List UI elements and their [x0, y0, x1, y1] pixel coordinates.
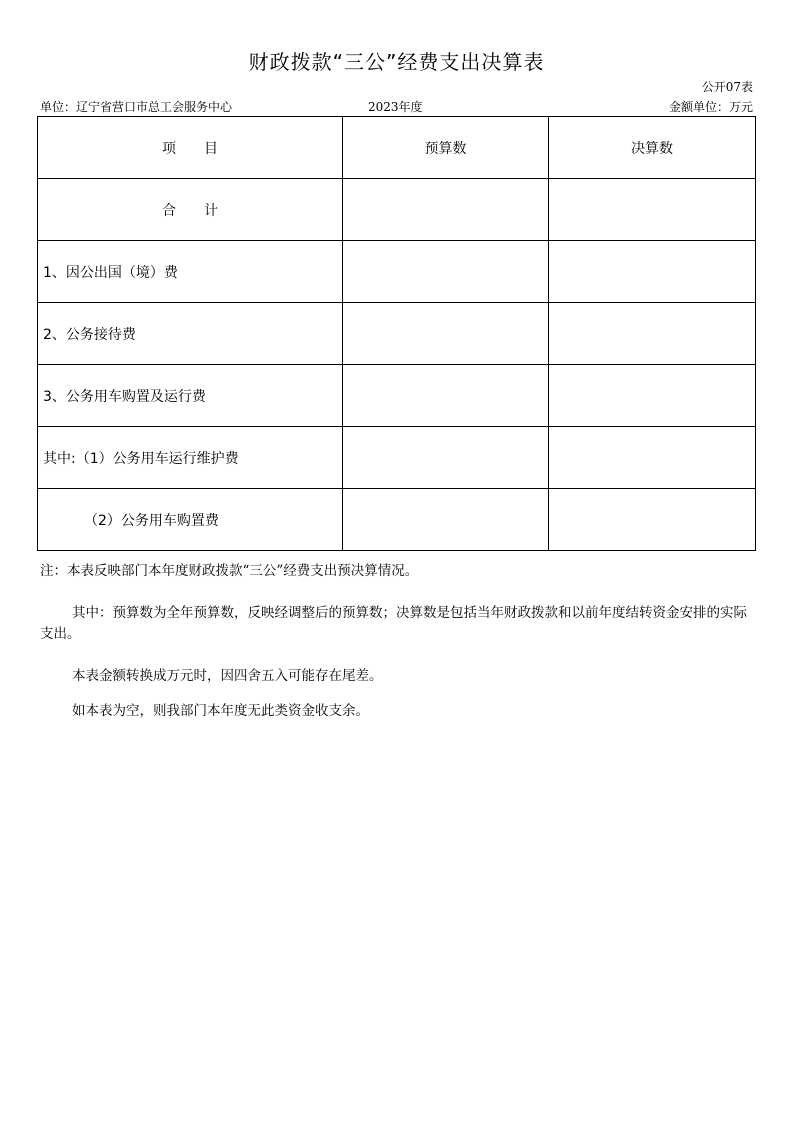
- row-item-overseas: 1、因公出国（境）费: [38, 241, 343, 303]
- row-budget-vehicle-purchase: [343, 489, 549, 551]
- amount-unit: 金额单位：万元: [668, 100, 753, 114]
- table-row: [38, 303, 756, 365]
- row-budget-reception: [343, 303, 549, 365]
- page-title: 财政拨款“三公”经费支出决算表: [248, 50, 545, 74]
- table-row: [38, 241, 756, 303]
- row-final-vehicle-maintenance: [549, 427, 756, 489]
- note-scope: 注：本表反映部门本年度财政拨款“三公”经费支出预决算情况。: [40, 563, 419, 579]
- header-budget: 预算数: [343, 117, 549, 179]
- table-row: [38, 179, 756, 241]
- row-item-total: 合 计: [38, 179, 343, 241]
- reporting-unit: 单位：辽宁省营口市总工会服务中心: [40, 100, 233, 114]
- header-final: 决算数: [549, 117, 756, 179]
- row-final-overseas: [549, 241, 756, 303]
- table-header-row: [38, 117, 756, 179]
- row-final-vehicle-purchase: [549, 489, 756, 551]
- row-budget-vehicles: [343, 365, 549, 427]
- form-number: 公开07表: [701, 80, 753, 94]
- row-budget-vehicle-maintenance: [343, 427, 549, 489]
- row-budget-overseas: [343, 241, 549, 303]
- row-final-reception: [549, 303, 756, 365]
- row-item-reception: 2、公务接待费: [38, 303, 343, 365]
- row-final-vehicles: [549, 365, 756, 427]
- expenditure-table: [37, 116, 756, 551]
- row-budget-total: [343, 179, 549, 241]
- fiscal-year: 2023年度: [368, 100, 423, 114]
- table-row: [38, 489, 756, 551]
- row-item-vehicles: 3、公务用车购置及运行费: [38, 365, 343, 427]
- header-item: 项 目: [38, 117, 343, 179]
- table-row: [38, 365, 756, 427]
- row-item-vehicle-maintenance: 其中:（1）公务用车运行维护费: [38, 427, 343, 489]
- note-rounding: 本表金额转换成万元时，因四舍五入可能存在尾差。: [72, 668, 383, 684]
- row-item-vehicle-purchase: （2）公务用车购置费: [38, 489, 343, 551]
- note-definitions: 其中：预算数为全年预算数，反映经调整后的预算数；决算数是包括当年财政拨款和以前年度结转资金安排的实际支出。: [40, 605, 747, 642]
- note-empty-table: 如本表为空，则我部门本年度无此类资金收支余。: [72, 703, 369, 719]
- table-row: [38, 427, 756, 489]
- row-final-total: [549, 179, 756, 241]
